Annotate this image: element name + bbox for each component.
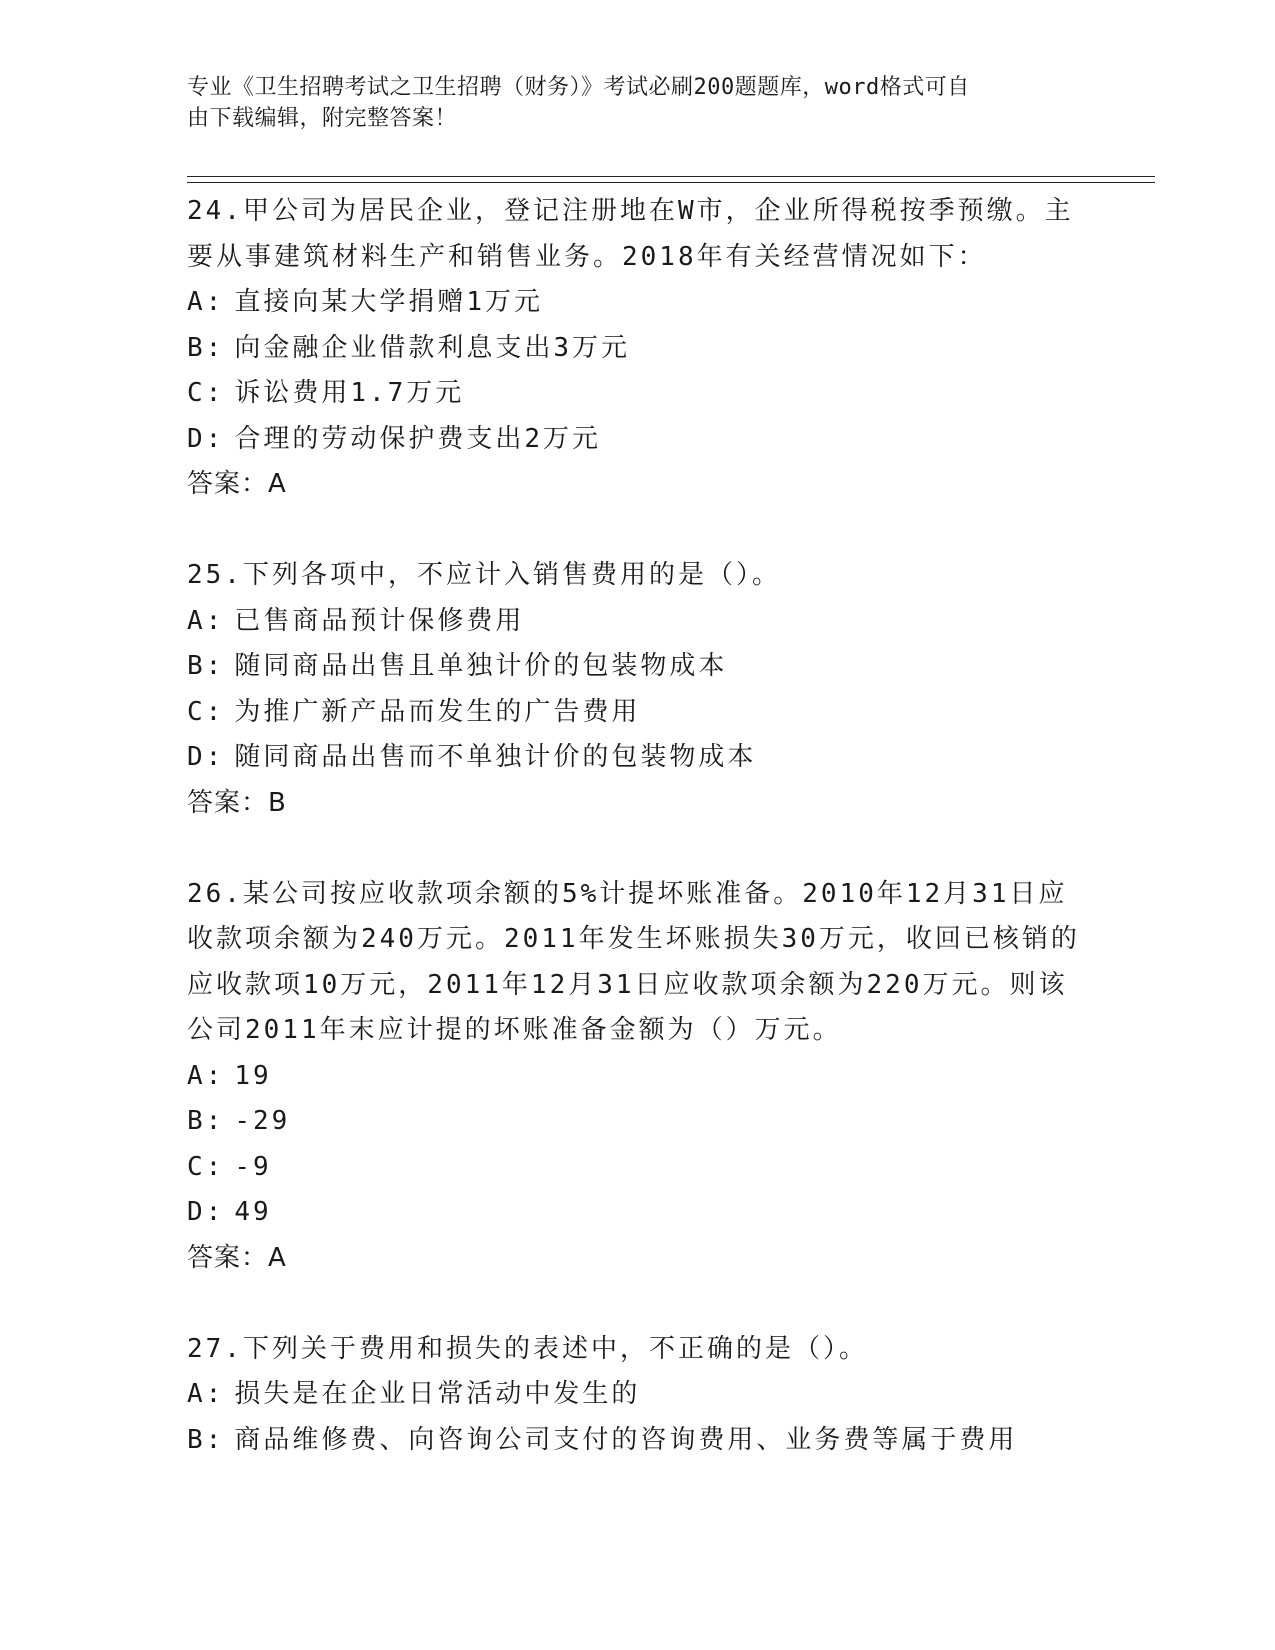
option-c [187, 1145, 1087, 1191]
option-b [187, 1099, 1087, 1145]
option-d [187, 417, 1087, 463]
option-text: -9 [234, 1151, 272, 1182]
question-text-line: 25.下列各项中，不应计入销售费用的是（）。 [187, 560, 781, 590]
option-a [187, 280, 1087, 326]
option-key: A: [187, 1060, 225, 1091]
option-key: A: [187, 287, 225, 317]
answer-line: 答案：B [187, 787, 287, 818]
question-text-line: 要从事建筑材料生产和销售业务。2018年有关经营情况如下： [187, 241, 987, 272]
option-key: D: [187, 423, 225, 454]
spacer [187, 826, 1087, 872]
question-text-line: 收款项余额为240万元。2011年发生坏账损失30万元，收回已核销的 [187, 924, 1080, 954]
question-text-line: 24.甲公司为居民企业，登记注册地在W市，企业所得税按季预缴。主 [187, 196, 1074, 226]
option-text: 合理的劳动保护费支出2万元 [234, 423, 601, 454]
header-divider-bottom [187, 182, 1155, 183]
option-key: A: [187, 605, 225, 636]
document-header [187, 72, 1067, 134]
option-text: 商品维修费、向咨询公司支付的咨询费用、业务费等属于费用 [234, 1424, 1018, 1455]
question-text-line: 应收款项10万元，2011年12月31日应收款项余额为220万元。则该 [187, 969, 1068, 1000]
option-b [187, 326, 1087, 372]
option-key: B: [187, 332, 225, 363]
option-text: 随同商品出售且单独计价的包装物成本 [234, 651, 728, 681]
question-27 [187, 1327, 1087, 1464]
option-a [187, 1054, 1087, 1100]
header-divider-top [187, 176, 1155, 177]
option-key: C: [187, 378, 225, 408]
option-text: 为推广新产品而发生的广告费用 [234, 696, 641, 727]
option-text: 随同商品出售而不单独计价的包装物成本 [234, 742, 757, 772]
question-text-line: 公司2011年末应计提的坏账准备金额为（）万元。 [187, 1015, 842, 1045]
header-line-1: 专业《卫生招聘考试之卫生招聘（财务）》考试必刷200题题库，word格式可自 [187, 75, 970, 100]
option-text: -29 [234, 1106, 291, 1136]
spacer [187, 1281, 1087, 1327]
answer-line: 答案：A [187, 1242, 287, 1273]
question-text-line: 26.某公司按应收款项余额的5%计提坏账准备。2010年12月31日应 [187, 878, 1068, 909]
option-text: 诉讼费用1.7万元 [234, 378, 465, 408]
option-key: D: [187, 1197, 225, 1227]
option-text: 49 [234, 1197, 272, 1227]
spacer [187, 508, 1087, 554]
option-key: B: [187, 651, 225, 681]
option-a [187, 599, 1087, 645]
question-24 [187, 189, 1087, 508]
option-d [187, 735, 1087, 781]
question-25 [187, 553, 1087, 826]
answer-line: 答案：A [187, 469, 287, 499]
option-key: B: [187, 1106, 225, 1136]
option-text: 已售商品预计保修费用 [234, 605, 525, 636]
option-text: 直接向某大学捐赠1万元 [234, 287, 543, 317]
option-b [187, 1418, 1087, 1464]
option-key: C: [187, 696, 225, 727]
option-c [187, 371, 1087, 417]
option-key: B: [187, 1424, 225, 1455]
question-list [187, 189, 1087, 1463]
option-b [187, 644, 1087, 690]
option-text: 19 [234, 1060, 272, 1091]
option-key: C: [187, 1151, 225, 1182]
header-line-2: 由下载编辑，附完整答案！ [187, 106, 458, 131]
option-c [187, 690, 1087, 736]
option-key: A: [187, 1379, 225, 1409]
option-a [187, 1372, 1087, 1418]
option-text: 损失是在企业日常活动中发生的 [234, 1379, 641, 1409]
option-key: D: [187, 742, 225, 772]
option-text: 向金融企业借款利息支出3万元 [234, 332, 630, 363]
option-d [187, 1190, 1087, 1236]
question-26 [187, 872, 1087, 1282]
question-text-line: 27.下列关于费用和损失的表述中，不正确的是（）。 [187, 1333, 868, 1364]
